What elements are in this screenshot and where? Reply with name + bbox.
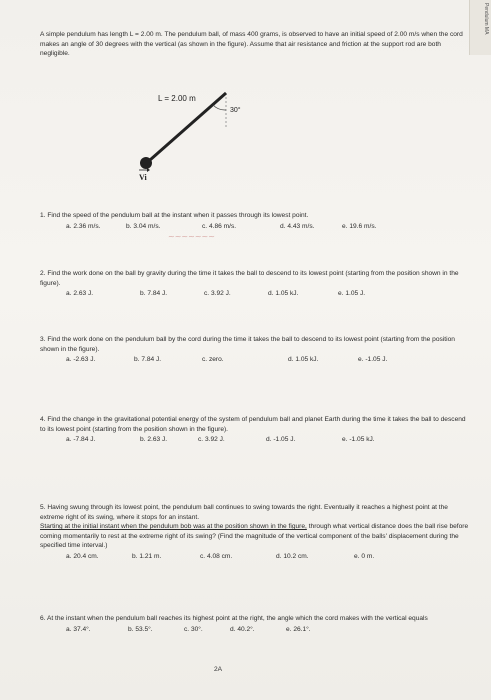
q5-choice-e[interactable]: e. 0 m.: [354, 552, 375, 560]
q2-choice-e[interactable]: e. 1.05 J.: [338, 290, 366, 298]
question-6: [40, 614, 470, 634]
question-4-choices: [40, 435, 470, 445]
q4-choice-c[interactable]: c. 3.92 J.: [198, 436, 225, 444]
angle-label: 30°: [230, 107, 241, 114]
question-6-stem: 6. At the instant when the pendulum ball reaches its highest point at the right, the angle which the cord makes with the vertical equals: [40, 615, 428, 622]
q2-choice-c[interactable]: c. 3.92 J.: [204, 290, 231, 298]
q5-choice-a[interactable]: a. 20.4 cm.: [66, 552, 99, 560]
problem-intro: A simple pendulum has length L = 2.00 m. The pendulum ball, of mass 400 grams, is observed to have an initial speed of 2.00 m/s when the cord makes an angle of 30 degrees with the vertical (as shown in the figure). Assume that air resistance and friction at the support rod are both negligible.: [40, 31, 463, 58]
q5-choice-c[interactable]: c. 4.08 cm.: [200, 552, 233, 560]
question-5-choices: [40, 552, 470, 562]
q4-choice-d[interactable]: d. -1.05 J.: [266, 436, 296, 444]
question-4-stem: 4. Find the change in the gravitational potential energy of the system of pendulum ball and planet Earth during the time it takes the ball to descend to its lowest point (starting from the position shown in the figure).: [40, 416, 466, 433]
question-2: [40, 269, 470, 299]
q2-choice-b[interactable]: b. 7.84 J.: [140, 290, 168, 298]
q1-choice-c[interactable]: c. 4.86 m/s.: [202, 222, 237, 230]
question-5-stem-rest: through what vertical distance does the ball rise before coming momentarily to rest at the extreme right of its swing? (Find the magnitude of the vertical component of the balls' displacement during the specified time interval.): [40, 523, 469, 550]
corner-stamp-text: Pendulum MA: [483, 3, 489, 35]
q4-choice-e[interactable]: e. -1.05 kJ.: [342, 436, 375, 444]
pencil-scribble: ~~~~~~~: [168, 232, 215, 241]
velocity-arrow-head: [147, 168, 150, 172]
question-2-stem: 2. Find the work done on the ball by gravity during the time it takes the ball to descend to its lowest point (starting from the position shown in the figure).: [40, 270, 459, 287]
q3-choice-b[interactable]: b. 7.84 J.: [134, 356, 162, 364]
q6-choice-e[interactable]: e. 26.1°.: [286, 625, 311, 633]
angle-arc: [213, 105, 226, 110]
q5-choice-d[interactable]: d. 10.2 cm.: [276, 552, 309, 560]
question-1-choices: [40, 222, 470, 232]
q6-choice-a[interactable]: a. 37.4°.: [66, 625, 91, 633]
question-1-stem: 1. Find the speed of the pendulum ball at the instant when it passes through its lowest point.: [40, 212, 309, 219]
q5-choice-b[interactable]: b. 1.21 m.: [132, 552, 162, 560]
pendulum-cord: [150, 93, 226, 160]
corner-stamp: [469, 0, 491, 55]
q1-choice-a[interactable]: a. 2.36 m/s.: [66, 222, 101, 230]
q1-choice-d[interactable]: d. 4.43 m/s.: [280, 222, 315, 230]
question-5: [40, 503, 470, 562]
question-2-choices: [40, 289, 470, 299]
q3-choice-c[interactable]: c. zero.: [202, 356, 224, 364]
q6-choice-b[interactable]: b. 53.5°.: [128, 625, 153, 633]
q6-choice-c[interactable]: c. 30°.: [184, 625, 203, 633]
q1-choice-b[interactable]: b. 3.04 m/s.: [126, 222, 161, 230]
q4-choice-b[interactable]: b. 2.63 J.: [140, 436, 168, 444]
q2-choice-a[interactable]: a. 2.63 J.: [66, 290, 94, 298]
question-5-stem: 5. Having swung through its lowest point, the pendulum ball continues to swing towards the right. Eventually it reaches a highest point at the extreme right of its swing, where it stops for an instant.: [40, 504, 448, 521]
question-3-choices: [40, 355, 470, 365]
q3-choice-d[interactable]: d. 1.05 kJ.: [288, 356, 319, 364]
question-1: [40, 211, 470, 231]
question-3-stem: 3. Find the work done on the pendulum ball by the cord during the time it takes the ball to descend to its lowest point (starting from the position shown in the figure).: [40, 336, 455, 353]
q6-choice-d[interactable]: d. 40.2°.: [230, 625, 255, 633]
q1-choice-e[interactable]: e. 19.6 m/s.: [342, 222, 377, 230]
question-5-stem-underlined: Starting at the initial instant when the pendulum bob was at the position shown in the figure,: [40, 523, 307, 531]
q2-choice-d[interactable]: d. 1.05 kJ.: [268, 290, 299, 298]
question-3: [40, 335, 470, 365]
pendulum-bob: [140, 157, 152, 169]
question-6-choices: [40, 625, 470, 635]
q4-choice-a[interactable]: a. -7.84 J.: [66, 436, 96, 444]
q3-choice-e[interactable]: e. -1.05 J.: [358, 356, 388, 364]
question-4: [40, 415, 470, 445]
pendulum-diagram: [120, 88, 270, 188]
velocity-label: Vi: [139, 173, 147, 182]
length-label: L = 2.00 m: [158, 94, 196, 103]
page-number: 2A: [214, 666, 223, 673]
q3-choice-a[interactable]: a. -2.63 J.: [66, 356, 96, 364]
